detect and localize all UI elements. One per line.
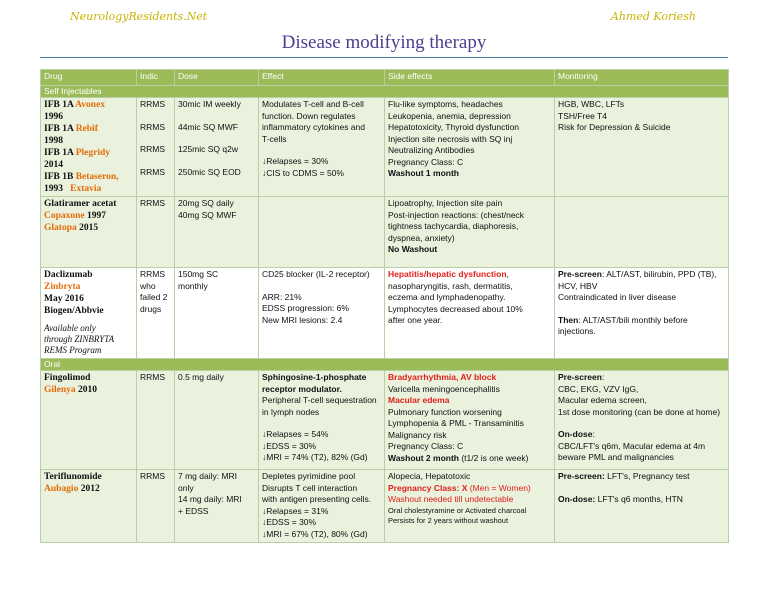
title-divider xyxy=(40,57,728,58)
effect-stat: ↓Relapses = 31% xyxy=(262,505,329,516)
effect-cell xyxy=(259,470,385,543)
side-effects-cell xyxy=(385,98,555,197)
effect-mechanism: receptor modulator. xyxy=(262,383,342,394)
monitoring-text: beware PML and malignancies xyxy=(558,452,674,462)
side-effect-note: Oral cholestyramine or Activated charcoal xyxy=(388,505,527,515)
side-effect-warning: Pregnancy Class: X xyxy=(388,482,468,493)
side-effect-text: Leukopenia, anemia, depression xyxy=(388,110,511,121)
monitoring-label: On-dose: xyxy=(558,493,596,504)
brand-name: Aubagio xyxy=(44,484,79,494)
side-effect-text: Flu-like symptoms, headaches xyxy=(388,99,503,109)
dose-text: 250mic SQ EOD xyxy=(178,166,241,177)
company-name: Biogen/Abbvie xyxy=(44,306,104,316)
effect-cell xyxy=(259,371,385,470)
dose-text: 150mg SC xyxy=(178,269,219,279)
brand-name: Glatopa xyxy=(44,223,77,233)
monitoring-text: CBC, EKG, VZV IgG, xyxy=(558,383,639,394)
effect-text: T-cells xyxy=(262,133,287,144)
author-name: Ahmed Koriesh xyxy=(610,10,696,23)
washout-text: No Washout xyxy=(388,244,438,254)
side-effect-text: after one year. xyxy=(388,315,443,325)
monitoring-cell xyxy=(555,470,729,543)
monitoring-cell xyxy=(555,371,729,470)
section-label: Self Injectables xyxy=(41,86,729,98)
drug-year: 1993 xyxy=(44,184,63,194)
indic-text: RRMS xyxy=(140,144,166,154)
side-effects-cell xyxy=(385,470,555,543)
col-header-drug: Drug xyxy=(41,70,137,86)
monitoring-text: injections. xyxy=(558,326,596,336)
side-effect-text: Pulmonary function worsening xyxy=(388,406,502,417)
drug-cell xyxy=(41,470,137,543)
side-effect-text: tightness tachycardia, diaphoresis, xyxy=(388,221,519,231)
drug-year: 2010 xyxy=(75,385,98,395)
table-row-daclizumab xyxy=(41,268,729,359)
drug-name: IFB 1A xyxy=(44,148,76,158)
side-effect-text: Lipoatrophy, Injection site pain xyxy=(388,198,503,208)
drug-year: 1997 xyxy=(84,211,107,221)
indic-text: who xyxy=(140,280,156,291)
section-row-oral xyxy=(41,359,729,371)
dose-text: 14 mg daily: MRI xyxy=(178,494,242,504)
effect-text: function. Down regulates xyxy=(262,110,356,121)
brand-name: Rebif xyxy=(75,124,98,134)
side-effects-cell xyxy=(385,268,555,359)
col-header-dose: Dose xyxy=(175,70,259,86)
monitoring-text: : ALT/AST, bilirubin, PPD (TB), xyxy=(601,269,717,279)
col-header-side-effects: Side effects xyxy=(385,70,555,86)
indic-text: RRMS xyxy=(140,372,166,382)
side-effect-warning: Macular edema xyxy=(388,395,450,405)
monitoring-text: Risk for Depression & Suicide xyxy=(558,122,671,132)
monitoring-label: On-dose xyxy=(558,429,593,439)
side-effect-text: Lymphopenia & PML - Transaminitis xyxy=(388,418,524,428)
side-effect-text: dyspnea, anxiety) xyxy=(388,232,455,243)
side-effect-text: Varicella meningoencephalitis xyxy=(388,383,500,394)
indic-cell xyxy=(137,98,175,197)
monitoring-text: : ALT/AST/bili monthly before xyxy=(578,314,688,325)
drug-year: 1996 xyxy=(44,112,63,122)
drug-cell xyxy=(41,197,137,268)
indic-text: RRMS xyxy=(140,166,166,177)
effect-text: in lymph nodes xyxy=(262,406,320,417)
effect-text: Peripheral T-cell sequestration xyxy=(262,395,377,405)
effect-mechanism: Sphingosine-1-phosphate xyxy=(262,372,367,382)
effect-stat: New MRI lesions: 2.4 xyxy=(262,314,343,325)
rems-note: REMS Program xyxy=(44,345,102,355)
section-row-self-injectables xyxy=(41,86,729,98)
col-header-indic: Indic xyxy=(137,70,175,86)
effect-text: with antigen presenting cells. xyxy=(262,494,372,504)
dose-cell xyxy=(175,268,259,359)
indic-text: RRMS xyxy=(140,269,166,279)
dose-text: 0.5 mg daily xyxy=(178,372,224,382)
indic-cell xyxy=(137,371,175,470)
dose-cell xyxy=(175,197,259,268)
monitoring-text: Contraindicated in liver disease xyxy=(558,292,677,302)
side-effect-text: Hepatotoxicity, Thyroid dysfunction xyxy=(388,122,520,132)
side-effect-note: Persists for 2 years without washout xyxy=(388,515,509,525)
side-effect-text: Neutralizing Antibodies xyxy=(388,145,475,155)
side-effect-text: (Men = Women) xyxy=(467,482,531,493)
monitoring-text: LFT's q6 months, HTN xyxy=(595,493,683,504)
dose-cell xyxy=(175,470,259,543)
dmt-table xyxy=(40,69,729,543)
rems-note: Available only xyxy=(44,323,96,333)
indic-text: RRMS xyxy=(140,99,166,109)
dose-cell xyxy=(175,98,259,197)
monitoring-cell xyxy=(555,197,729,268)
drug-year: May 2016 xyxy=(44,294,84,304)
effect-text: CD25 blocker (IL-2 receptor) xyxy=(262,269,370,279)
dose-text: monthly xyxy=(178,280,208,291)
effect-cell xyxy=(259,98,385,197)
washout-text: Washout 2 month xyxy=(388,452,459,463)
drug-cell xyxy=(41,98,137,197)
dose-text: 44mic SQ MWF xyxy=(178,121,238,132)
brand-name: Gilenya xyxy=(44,385,76,395)
indic-text: RRMS xyxy=(140,198,166,208)
monitoring-text: Macular edema screen, xyxy=(558,395,647,405)
rems-note: through ZINBRYTA xyxy=(44,334,115,344)
effect-text: inflammatory cytokines and xyxy=(262,122,365,132)
table-row-teriflunomide xyxy=(41,470,729,543)
table-row-glatiramer xyxy=(41,197,729,268)
table-header-row xyxy=(41,70,729,86)
brand-name: Copaxone xyxy=(44,211,85,221)
drug-year: 2012 xyxy=(78,484,100,494)
drug-year: 1998 xyxy=(44,136,63,146)
washout-text: Washout 1 month xyxy=(388,168,459,178)
side-effect-text: Pregnancy Class: C xyxy=(388,441,464,451)
dose-text: 30mic IM weekly xyxy=(178,99,241,109)
table-row-interferons xyxy=(41,98,729,197)
effect-text: Modulates T-cell and B-cell xyxy=(262,99,364,109)
side-effect-text: nasopharyngitis, rash, dermatitis, xyxy=(388,280,513,291)
side-effects-cell xyxy=(385,371,555,470)
col-header-monitoring: Monitoring xyxy=(555,70,729,86)
drug-name: IFB 1B xyxy=(44,172,76,182)
drug-name: IFB 1A xyxy=(44,124,76,134)
drug-name: Fingolimod xyxy=(44,373,91,383)
dose-text: only xyxy=(178,482,194,493)
indic-text: drugs xyxy=(140,303,162,314)
washout-text: Washout needed till undetectable xyxy=(388,494,514,504)
drug-year: 2015 xyxy=(76,223,99,233)
side-effects-cell xyxy=(385,197,555,268)
drug-cell xyxy=(41,268,137,359)
indic-text: RRMS xyxy=(140,471,166,481)
page-title: Disease modifying therapy xyxy=(281,32,487,53)
effect-stat: ↓Relapses = 30% xyxy=(262,156,329,166)
effect-stat: ↓EDSS = 30% xyxy=(262,517,317,527)
side-effect-text: Alopecia, Hepatotoxic xyxy=(388,471,471,481)
monitoring-text: CBC/LFT's q6m, Macular edema at 4m xyxy=(558,440,706,451)
monitoring-text: HGB, WBC, LFTs xyxy=(558,99,625,109)
effect-cell xyxy=(259,197,385,268)
indic-text: RRMS xyxy=(140,121,166,132)
effect-stat: EDSS progression: 6% xyxy=(262,303,349,313)
monitoring-cell xyxy=(555,268,729,359)
section-label: Oral xyxy=(41,359,729,371)
monitoring-text: : xyxy=(592,429,595,439)
side-effect-text: Lymphocytes decreased about 10% xyxy=(388,303,523,314)
col-header-effect: Effect xyxy=(259,70,385,86)
indic-cell xyxy=(137,197,175,268)
effect-stat: ↓MRI = 67% (T2), 80% (Gd) xyxy=(262,528,368,539)
site-name: NeurologyResidents.Net xyxy=(70,10,208,23)
monitoring-label: Then xyxy=(558,314,579,325)
indic-cell xyxy=(137,470,175,543)
monitoring-label: Pre-screen xyxy=(558,372,602,382)
effect-stat: ↓Relapses = 54% xyxy=(262,429,329,439)
monitoring-label: Pre-screen: xyxy=(558,471,605,481)
side-effect-text: , xyxy=(506,269,509,279)
side-effect-warning: Bradyarrhythmia, AV block xyxy=(388,372,497,382)
effect-text: Depletes pyrimidine pool xyxy=(262,471,356,481)
brand-name: Plegridy xyxy=(75,148,110,158)
drug-year: 2014 xyxy=(44,160,63,170)
dose-text: + EDSS xyxy=(178,505,209,516)
effect-stat: ARR: 21% xyxy=(262,291,302,302)
side-effect-text: Injection site necrosis with SQ inj xyxy=(388,133,513,144)
effect-stat: ↓MRI = 74% (T2), 82% (Gd) xyxy=(262,452,368,462)
effect-text: Disrupts T cell interaction xyxy=(262,482,358,493)
brand-name: Extavia xyxy=(70,184,102,194)
dose-text: 40mg SQ MWF xyxy=(178,209,237,220)
monitoring-text: LFT's, Pregnancy test xyxy=(604,471,690,481)
side-effect-text: (t1/2 is one week) xyxy=(458,452,529,463)
effect-stat: ↓EDSS = 30% xyxy=(262,440,317,451)
indic-cell xyxy=(137,268,175,359)
table-row-fingolimod xyxy=(41,371,729,470)
drug-cell xyxy=(41,371,137,470)
effect-stat: ↓CIS to CDMS = 50% xyxy=(262,167,344,178)
monitoring-text: 1st dose monitoring (can be done at home) xyxy=(558,406,721,417)
effect-cell xyxy=(259,268,385,359)
monitoring-cell xyxy=(555,98,729,197)
dose-cell xyxy=(175,371,259,470)
brand-name: Avonex xyxy=(75,100,106,110)
side-effect-text: Pregnancy Class: C xyxy=(388,156,464,167)
monitoring-text: : xyxy=(601,372,605,382)
brand-name: Betaseron, xyxy=(75,172,119,182)
drug-name: IFB 1A xyxy=(44,100,76,110)
side-effect-warning: Hepatitis/hepatic dysfunction xyxy=(388,269,507,279)
drug-name: Daclizumab xyxy=(44,270,93,280)
dose-text: 7 mg daily: MRI xyxy=(178,471,238,481)
drug-name: Glatiramer acetat xyxy=(44,199,117,209)
brand-name: Zinbryta xyxy=(44,282,81,292)
indic-text: failed 2 xyxy=(140,292,168,302)
side-effect-text: Malignancy risk xyxy=(388,429,447,440)
monitoring-text: HCV, HBV xyxy=(558,280,598,291)
monitoring-text: TSH/Free T4 xyxy=(558,110,607,121)
dose-text: 125mic SQ q2w xyxy=(178,144,238,154)
dose-text: 20mg SQ daily xyxy=(178,198,234,208)
drug-name: Teriflunomide xyxy=(44,472,102,482)
side-effect-text: eczema and lymphadenopathy. xyxy=(388,292,506,302)
monitoring-label: Pre-screen xyxy=(558,269,602,279)
side-effect-text: Post-injection reactions: (chest/neck xyxy=(388,209,525,220)
